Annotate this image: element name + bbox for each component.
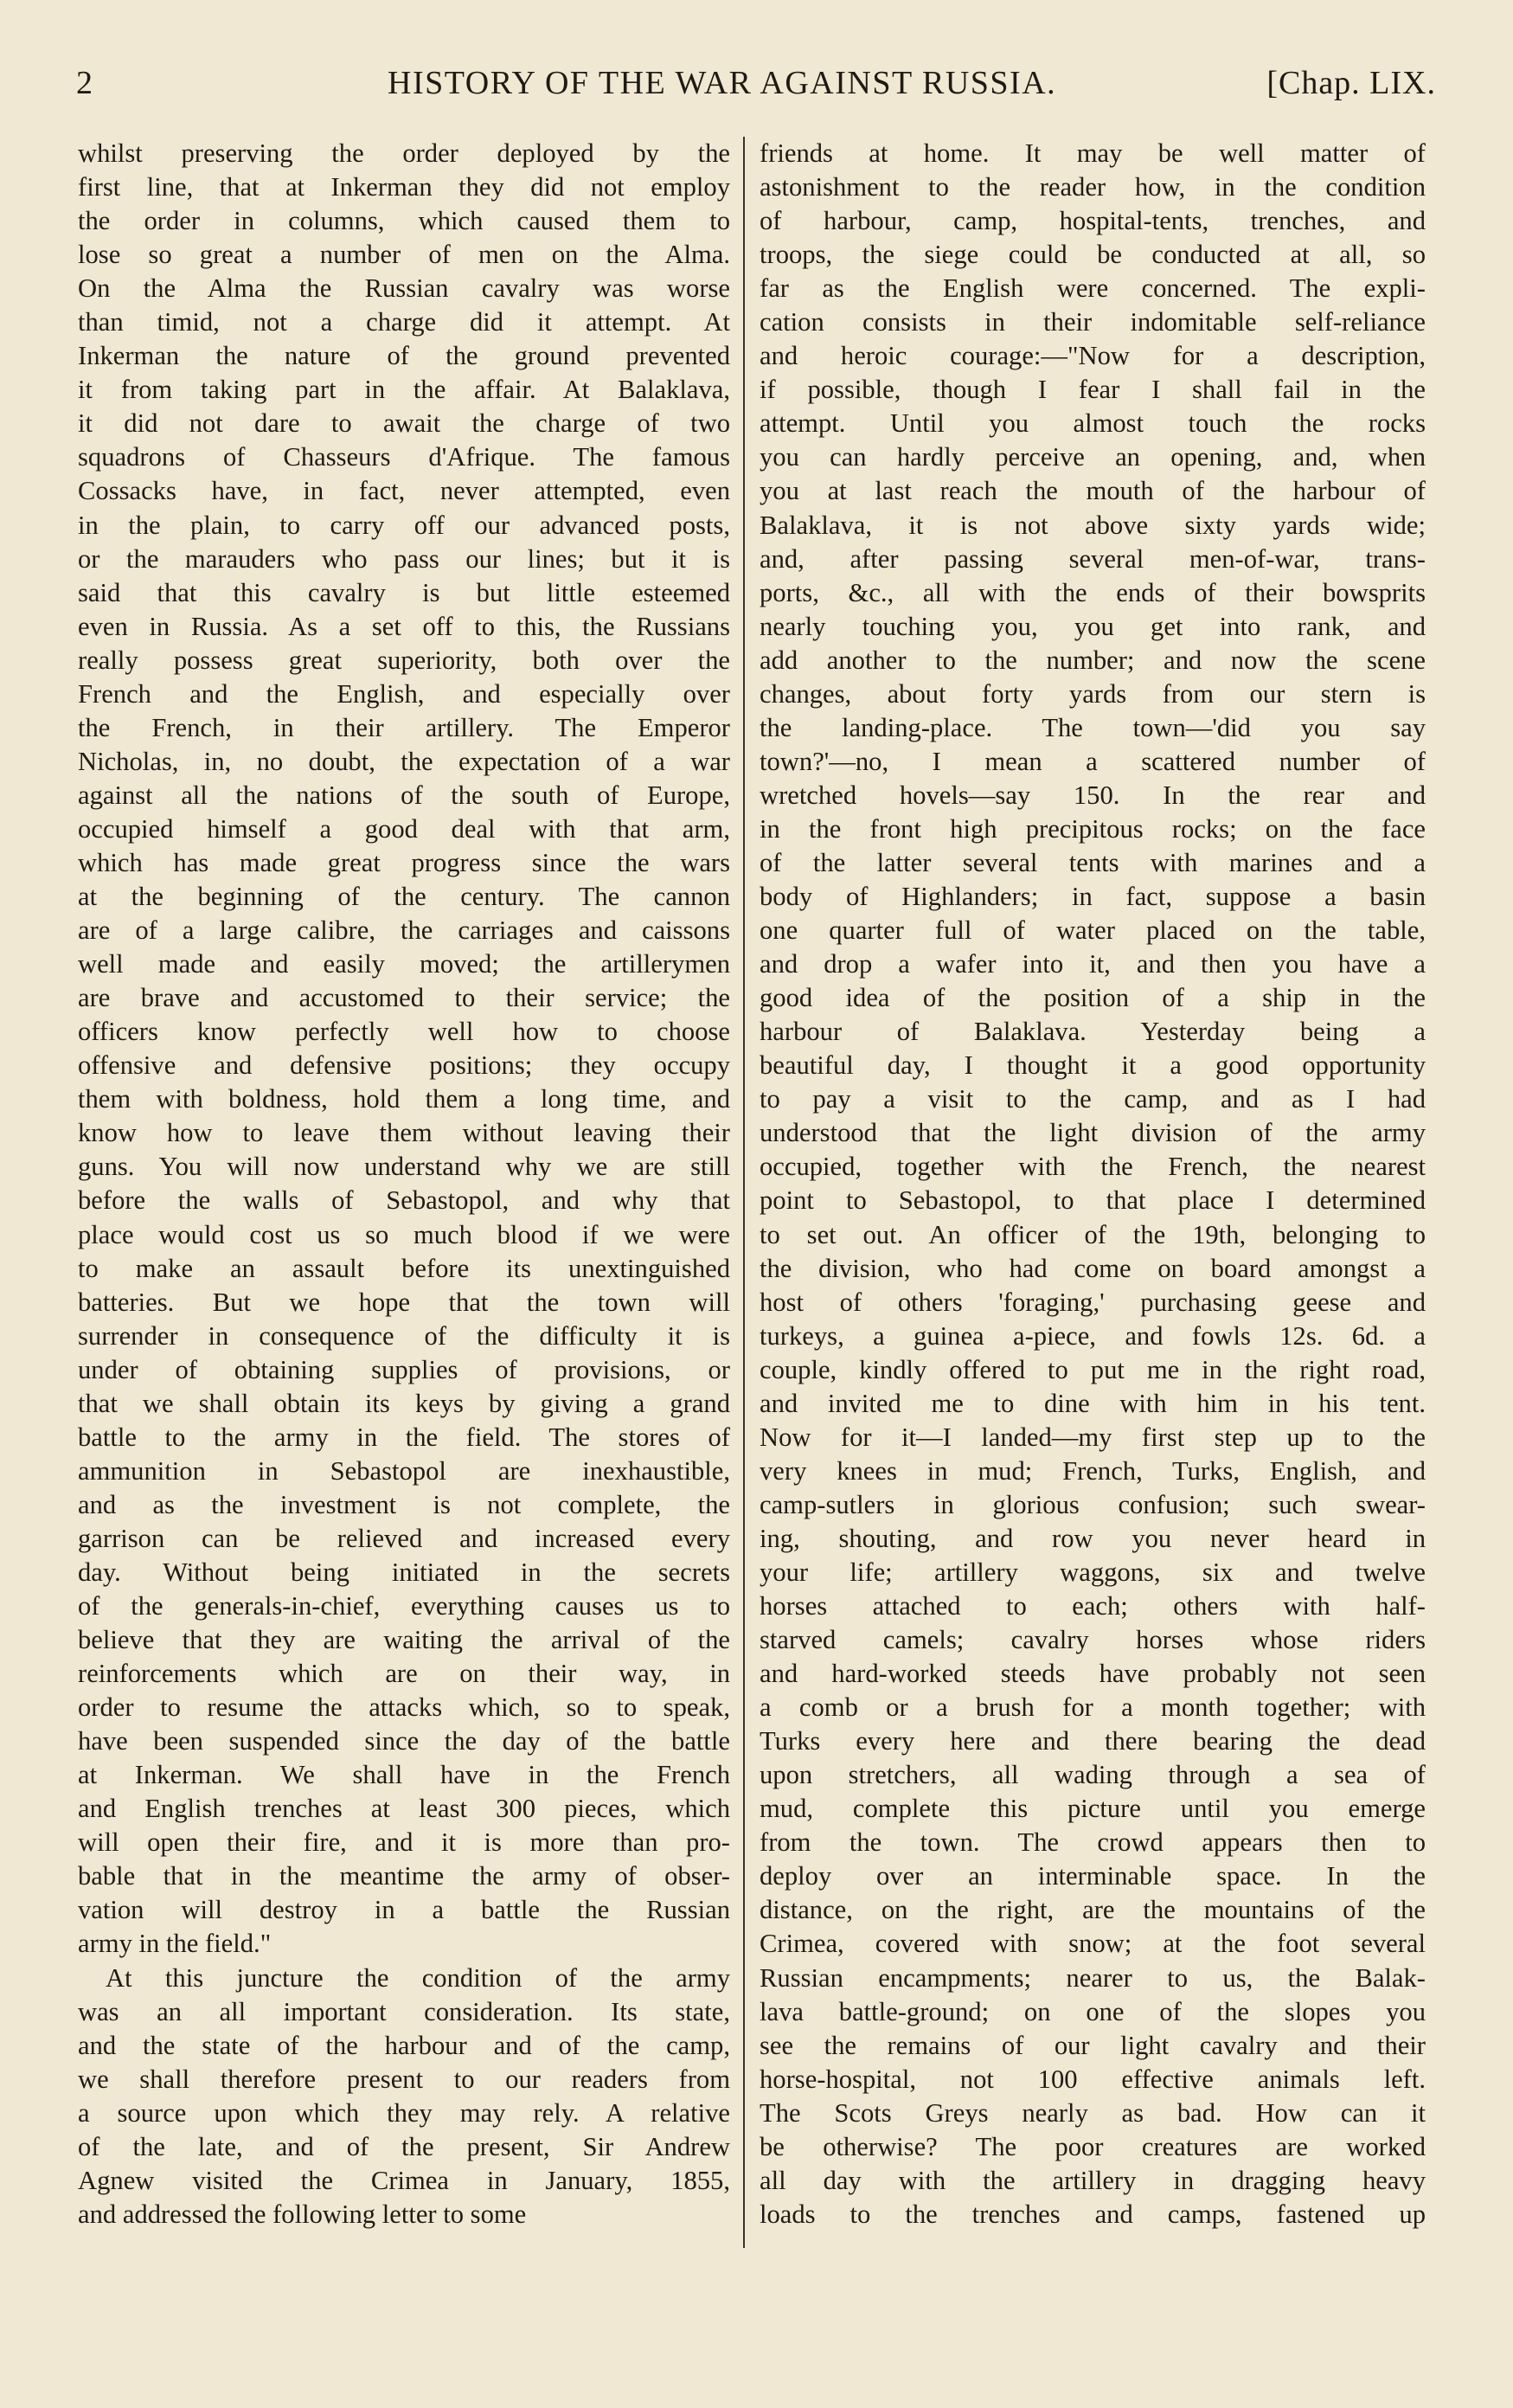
text-line: garrison can be relieved and increased every [78, 1523, 730, 1553]
text-line: add another to the number; and now the scene [760, 645, 1426, 675]
text-line: Balaklava, it is not above sixty yards wide; [760, 510, 1426, 540]
text-line: was an all important consideration. Its state, [78, 1996, 730, 2026]
text-line: On the Alma the Russian cavalry was worse [78, 273, 730, 304]
text-line: French and the English, and especially over [78, 678, 730, 709]
text-line: to set out. An officer of the 19th, belonging to [760, 1219, 1426, 1249]
text-line: a source upon which they may rely. A relative [78, 2097, 730, 2128]
text-line: that we shall obtain its keys by giving a grand [78, 1388, 730, 1418]
text-line: mud, complete this picture until you emerge [760, 1794, 1426, 1824]
text-line: Agnew visited the Crimea in January, 1855, [78, 2165, 730, 2195]
text-line: very knees in mud; French, Turks, English, and [760, 1455, 1426, 1486]
text-line: officers know perfectly well how to choose [78, 1017, 730, 1047]
text-line: reinforcements which are on their way, in [78, 1659, 730, 1689]
text-line: Nicholas, in, no doubt, the expectation of a war [78, 746, 730, 776]
text-line: in the front high precipitous rocks; on the face [760, 813, 1426, 844]
text-line: upon stretchers, all wading through a sea of [760, 1760, 1426, 1790]
text-line: really possess great superiority, both over the [78, 645, 730, 675]
text-line: guns. You will now understand why we are still [78, 1152, 730, 1182]
text-line: to pay a visit to the camp, and as I had [760, 1084, 1426, 1114]
text-line: couple, kindly offered to put me in the right road, [760, 1354, 1426, 1384]
text-line: of the generals-in-chief, everything causes us to [78, 1591, 730, 1621]
text-line: or the marauders who pass our lines; but it is [78, 543, 730, 574]
text-line: starved camels; cavalry horses whose riders [760, 1625, 1426, 1655]
text-line: beautiful day, I thought it a good opportunity [760, 1050, 1426, 1081]
text-line: first line, that at Inkerman they did not employ [78, 172, 730, 202]
text-line: under of obtaining supplies of provisions, or [78, 1354, 730, 1384]
text-line: you at last reach the mouth of the harbour of [760, 476, 1426, 506]
text-line: nearly touching you, you get into rank, and [760, 611, 1426, 641]
text-line: changes, about forty yards from our stern is [760, 678, 1426, 709]
text-line: will open their fire, and it is more than pro- [78, 1827, 730, 1858]
text-line: lava battle-ground; on one of the slopes you [760, 1996, 1426, 2026]
text-line: you can hardly perceive an opening, and, when [760, 442, 1426, 472]
text-line: squadrons of Chasseurs d'Afrique. The famous [78, 442, 730, 472]
text-line: it did not dare to await the charge of two [78, 408, 730, 439]
text-line: ports, &c., all with the ends of their bowsprits [760, 577, 1426, 607]
text-line: Crimea, covered with snow; at the foot several [760, 1929, 1426, 1959]
page-header [76, 57, 1436, 118]
running-title: HISTORY OF THE WAR AGAINST RUSSIA. [388, 65, 1057, 101]
text-line: host of others 'foraging,' purchasing geese and [760, 1287, 1426, 1317]
text-line: horse-hospital, not 100 effective animals left. [760, 2064, 1426, 2094]
text-line: we shall therefore present to our readers from [78, 2064, 730, 2094]
text-line: body of Highlanders; in fact, suppose a basin [760, 882, 1426, 912]
text-line: army in the field." [78, 1929, 272, 1959]
text-line: them with boldness, hold them a long time, and [78, 1084, 730, 1114]
text-line: know how to leave them without leaving their [78, 1118, 730, 1148]
text-line: understood that the light division of the army [760, 1118, 1426, 1148]
text-line: the landing-place. The town—'did you say [760, 712, 1426, 742]
text-line: town?'—no, I mean a scattered number of [760, 746, 1426, 776]
text-line: to make an assault before its unextinguished [78, 1253, 730, 1283]
text-line: which has made great progress since the wars [78, 847, 730, 877]
text-line: occupied himself a good deal with that arm, [78, 813, 730, 844]
text-line: order to resume the attacks which, so to speak, [78, 1692, 730, 1723]
text-line: point to Sebastopol, to that place I determined [760, 1185, 1426, 1216]
text-line: troops, the siege could be conducted at all, so [760, 240, 1426, 270]
text-line: are brave and accustomed to their service; the [78, 983, 730, 1013]
text-line: before the walls of Sebastopol, and why that [78, 1185, 730, 1216]
text-line: loads to the trenches and camps, fastened up [760, 2199, 1426, 2229]
text-line: At this juncture the condition of the army [106, 1962, 730, 1993]
text-line: Cossacks have, in fact, never attempted, even [78, 476, 730, 506]
text-line: horses attached to each; others with half- [760, 1591, 1426, 1621]
text-line: whilst preserving the order deployed by the [78, 138, 730, 168]
text-line: lose so great a number of men on the Alma. [78, 240, 730, 270]
text-line: one quarter full of water placed on the table, [760, 915, 1426, 946]
text-line: have been suspended since the day of the battle [78, 1726, 730, 1756]
text-line: at Inkerman. We shall have in the French [78, 1760, 730, 1790]
text-line: the order in columns, which caused them to [78, 206, 730, 236]
text-line: good idea of the position of a ship in the [760, 983, 1426, 1013]
text-line: than timid, not a charge did it attempt. At [78, 307, 730, 337]
text-line: Turks every here and there bearing the dead [760, 1726, 1426, 1756]
text-line: and drop a wafer into it, and then you have a [760, 949, 1426, 979]
column-divider [743, 137, 745, 2248]
text-line: turkeys, a guinea a-piece, and fowls 12s. 6d. a [760, 1320, 1426, 1351]
text-line: of the late, and of the present, Sir Andrew [78, 2131, 730, 2161]
text-line: attempt. Until you almost touch the rocks [760, 408, 1426, 439]
text-line: and English trenches at least 300 pieces, which [78, 1794, 730, 1824]
text-line: cation consists in their indomitable self-reliance [760, 307, 1426, 337]
text-line: of the latter several tents with marines and a [760, 847, 1426, 877]
text-line: ing, shouting, and row you never heard in [760, 1523, 1426, 1553]
left-text-column [78, 137, 730, 2231]
text-line: even in Russia. As a set off to this, the Russians [78, 611, 730, 641]
text-line: place would cost us so much blood if we were [78, 1219, 730, 1249]
text-line: of harbour, camp, hospital-tents, trenches, and [760, 206, 1426, 236]
text-line: occupied, together with the French, the nearest [760, 1152, 1426, 1182]
text-line: see the remains of our light cavalry and their [760, 2030, 1426, 2060]
text-line: are of a large calibre, the carriages and caissons [78, 915, 730, 946]
text-line: all day with the artillery in dragging heavy [760, 2165, 1426, 2195]
text-line: deploy over an interminable space. In the [760, 1861, 1426, 1891]
text-line: said that this cavalry is but little esteemed [78, 577, 730, 607]
chapter-label: [Chap. LIX. [1266, 65, 1436, 101]
text-line: vation will destroy in a battle the Russian [78, 1895, 730, 1925]
text-line: and, after passing several men-of-war, trans- [760, 543, 1426, 574]
text-line: believe that they are waiting the arrival of the [78, 1625, 730, 1655]
text-line: against all the nations of the south of Europe, [78, 780, 730, 810]
text-line: The Scots Greys nearly as bad. How can it [760, 2097, 1426, 2128]
text-line: far as the English were concerned. The expli- [760, 273, 1426, 304]
text-line: bable that in the meantime the army of obser- [78, 1861, 730, 1891]
page-number: 2 [76, 65, 93, 101]
text-line: and addressed the following letter to some [78, 2199, 527, 2229]
text-line: offensive and defensive positions; they occupy [78, 1050, 730, 1081]
text-line: batteries. But we hope that the town will [78, 1287, 730, 1317]
text-line: Russian encampments; nearer to us, the Balak- [760, 1962, 1426, 1993]
text-line: surrender in consequence of the difficulty it is [78, 1320, 730, 1351]
text-line: astonishment to the reader how, in the condition [760, 172, 1426, 202]
text-line: and hard-worked steeds have probably not seen [760, 1659, 1426, 1689]
text-line: and the state of the harbour and of the camp, [78, 2030, 730, 2060]
text-line: the French, in their artillery. The Emperor [78, 712, 730, 742]
right-text-column [760, 137, 1426, 2231]
text-line: Now for it—I landed—my first step up to the [760, 1422, 1426, 1452]
text-line: a comb or a brush for a month together; with [760, 1692, 1426, 1723]
text-line: the division, who had come on board amongst a [760, 1253, 1426, 1283]
text-line: be otherwise? The poor creatures are worked [760, 2131, 1426, 2161]
text-line: it from taking part in the affair. At Balaklava, [78, 375, 730, 405]
text-line: and invited me to dine with him in his tent. [760, 1388, 1426, 1418]
text-line: at the beginning of the century. The cannon [78, 882, 730, 912]
text-line: day. Without being initiated in the secrets [78, 1557, 730, 1587]
text-line: friends at home. It may be well matter of [760, 138, 1426, 168]
text-line: well made and easily moved; the artillerymen [78, 949, 730, 979]
text-line: Inkerman the nature of the ground prevented [78, 341, 730, 371]
text-line: wretched hovels—say 150. In the rear and [760, 780, 1426, 810]
text-line: battle to the army in the field. The stores of [78, 1422, 730, 1452]
text-line: ammunition in Sebastopol are inexhaustible, [78, 1455, 730, 1486]
text-line: and heroic courage:—"Now for a description, [760, 341, 1426, 371]
text-line: camp-sutlers in glorious confusion; such swear- [760, 1489, 1426, 1519]
text-line: from the town. The crowd appears then to [760, 1827, 1426, 1858]
text-line: your life; artillery waggons, six and twelve [760, 1557, 1426, 1587]
text-line: and as the investment is not complete, the [78, 1489, 730, 1519]
text-line: in the plain, to carry off our advanced posts, [78, 510, 730, 540]
text-line: harbour of Balaklava. Yesterday being a [760, 1017, 1426, 1047]
text-line: if possible, though I fear I shall fail in the [760, 375, 1426, 405]
text-line: distance, on the right, are the mountains of the [760, 1895, 1426, 1925]
